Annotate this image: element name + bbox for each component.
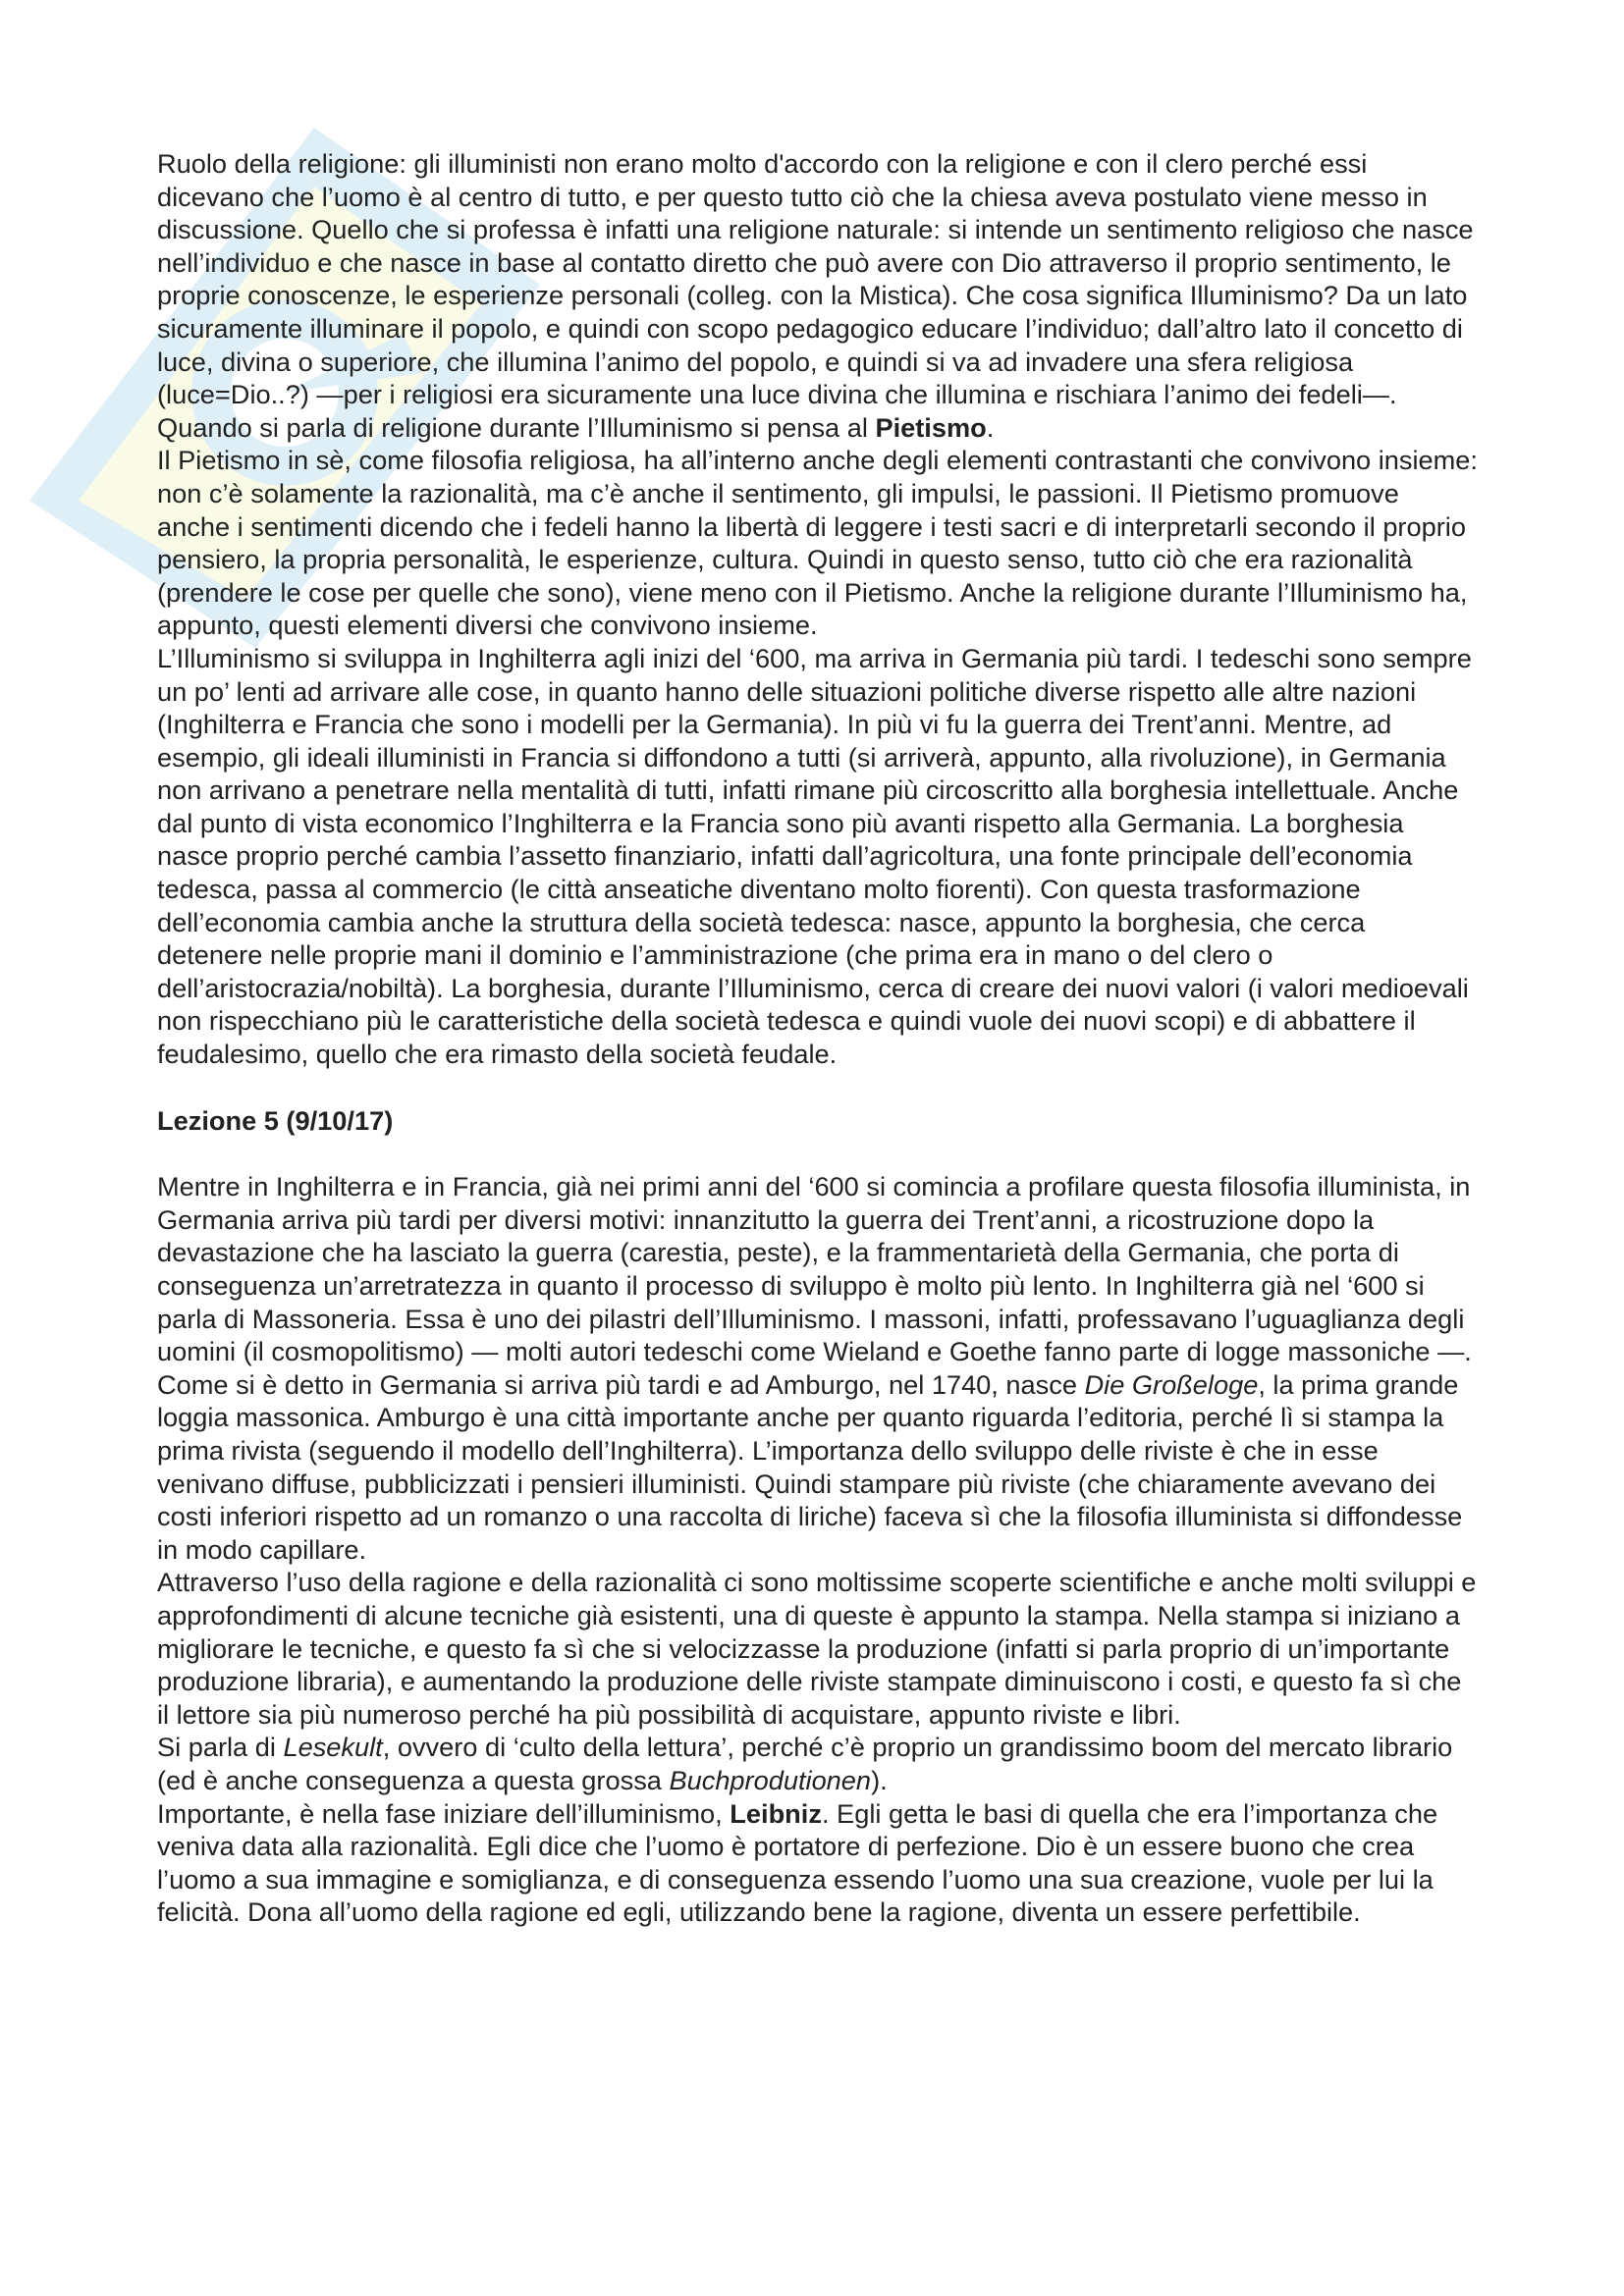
paragraph-text: , ovvero di ‘culto della lettura’, perché c’è proprio un grandissimo boom del mercato librario (ed è anche conseguenza a questa grossa: [157, 1732, 1453, 1795]
paragraph-leibniz: [157, 1797, 1478, 1929]
paragraph-inghilterra-francia: Mentre in Inghilterra e in Francia, già nei primi anni del ‘600 si comincia a profilare questa filosofia illuminista, in Germania arriva più tardi per diversi motivi: innanzitutto la guerra dei Trent’anni, a ricostruzione dopo la devastazione che ha lasciato la guerra (carestia, peste), e la frammentarietà della Germania, che porta di conseguenza un’arretratezza in quanto il processo di sviluppo è molto più lento. In Inghilterra già nel ‘600 si parla di Massoneria. Essa è uno dei pilastri dell’Illuminismo. I massoni, infatti, professavano l’uguaglianza degli uomini (il cosmopolitismo) — molti autori tedeschi come Wieland e Goethe fanno parte di logge massoniche —.: [157, 1171, 1472, 1367]
paragraph-pietismo: Il Pietismo in sè, come filosofia religiosa, ha all’interno anche degli elementi contrastanti che convivono insieme: non c’è solamente la razionalità, ma c’è anche il sentimento, gli impulsi, le passioni. Il Pietismo promuove anche i sentimenti dicendo che i fedeli hanno la libertà di leggere i testi sacri e di interpretarli secondo il proprio pensiero, la propria personalità, le esperienze, cultura. Quindi in questo senso, tutto ciò che era razionalità (prendere le cose per quelle che sono), viene meno con il Pietismo. Anche la religione durante l’Illuminismo ha, appunto, questi elementi diversi che convivono insieme.: [157, 445, 1478, 641]
paragraph-stampa: Attraverso l’uso della ragione e della razionalità ci sono moltissime scoperte scientifiche e anche molti sviluppi e approfondimenti di alcune tecniche già esistenti, una di queste è appunto la stampa. Nella stampa si iniziano a migliorare le tecniche, e questo fa sì che si velocizzasse la produzione (infatti si parla proprio di un’importante produzione libraria), e aumentando la produzione delle riviste stampate diminuiscono i costi, e questo fa sì che il lettore sia più numeroso perché ha più possibilità di acquistare, appunto riviste e libri.: [157, 1567, 1477, 1730]
paragraph-text: ).: [871, 1764, 888, 1795]
paragraph-text: , la prima grande loggia massonica. Amburgo è una città importante anche per quanto riguarda l’editoria, perché lì si stampa la prima rivista (seguendo il modello dell’Inghilterra). L’importanza dello sviluppo delle riviste è che in esse venivano diffuse, pubblicizzati i pensieri illuministi. Quindi stampare più riviste (che chiaramente avevano dei costi inferiori rispetto ad un romanzo o una raccolta di liriche) faceva sì che la filosofia illuminista si diffondesse in modo capillare.: [157, 1368, 1463, 1565]
paragraph-text: Come si è detto in Germania si arriva più tardi e ad Amburgo, nel 1740, nasce: [157, 1368, 1085, 1400]
paragraph-text: Ruolo della religione: gli illuministi non erano molto d'accordo con la religione e con il clero perché essi dicevano che l’uomo è al centro di tutto, e per questo tutto ciò che la chiesa aveva postulato viene messo in discussione. Quello che si professa è infatti una religione naturale: si intende un sentimento religioso che nasce nell’individuo e che nasce in base al contatto diretto che può avere con Dio attraverso il proprio sentimento, le proprie conoscenze, le esperienze personali (colleg. con la Mistica). Che cosa significa Illuminismo? Da un lato sicuramente illuminare il popolo, e quindi con scopo pedagogico educare l’individuo; dall’altro lato il concetto di luce, divina o superiore, che illumina l’animo del popolo, e quindi si va ad invadere una sfera religiosa (luce=Dio..?) —per i religiosi era sicuramente una luce divina che illumina e rischiara l’animo dei fedeli—. Quando si parla di religione durante l’Illuminismo si pensa al: [157, 148, 1474, 443]
paragraph-text: Importante, è nella fase iniziare dell’illuminismo,: [157, 1797, 731, 1829]
lesson-heading: Lezione 5 (9/10/17): [157, 1104, 394, 1136]
italic-term-buchprodutionen: Buchprodutionen: [669, 1764, 872, 1795]
bold-term-pietismo: Pietismo: [875, 411, 987, 443]
italic-term-lesekult: Lesekult: [283, 1732, 383, 1763]
bold-term-leibniz: Leibniz: [730, 1797, 822, 1829]
paragraph-amburgo: [157, 1368, 1478, 1567]
paragraph-religione: [157, 147, 1478, 444]
italic-term-grosseloge: Die Großeloge: [1084, 1368, 1259, 1400]
paragraph-lesekult: [157, 1731, 1478, 1796]
paragraph-illuminismo-germania: L’Illuminismo si sviluppa in Inghilterra agli inizi del ‘600, ma arriva in Germania più tardi. I tedeschi sono sempre un po’ lenti ad arrivare alle cose, in quanto hanno delle situazioni politiche diverse rispetto alle altre nazioni (Inghilterra e Francia che sono i modelli per la Germania). In più vi fu la guerra dei Trent’anni. Mentre, ad esempio, gli ideali illuministi in Francia si diffondono a tutti (si arriverà, appunto, alla rivoluzione), in Germania non arrivano a penetrare nella mentalità di tutti, infatti rimane più circoscritto alla borghesia intellettuale. Anche dal punto di vista economico l’Inghilterra e la Francia sono più avanti rispetto alla Germania. La borghesia nasce proprio perché cambia l’assetto finanziario, infatti dall’agricoltura, una fonte principale dell’economia tedesca, passa al commercio (le città anseatiche diventano molto fiorenti). Con questa trasformazione dell’economia cambia anche la struttura della società tedesca: nasce, appunto la borghesia, che cerca detenere nelle proprie mani il dominio e l’amministrazione (che prima era in mano o del clero o dell’aristocrazia/nobiltà). La borghesia, durante l’Illuminismo, cerca di creare dei nuovi valori (i valori medioevali non rispecchiano più le caratteristiche della società tedesca e quindi vuole dei nuovi scopi) e di abbattere il feudalesimo, quello che era rimasto della società feudale.: [157, 642, 1472, 1070]
paragraph-text: Si parla di: [157, 1732, 284, 1763]
paragraph-text: .: [986, 411, 995, 443]
paragraph-text: . Egli getta le basi di quella che era l’importanza che veniva data alla razionalità. Egli dice che l’uomo è portatore di perfezione. Dio è un essere buono che crea l’uomo a sua immagine e somiglianza, e di conseguenza essendo l’uomo una sua creazione, vuole per lui la felicità. Dona all’uomo della ragione ed egli, utilizzando bene la ragione, diventa un essere perfettibile.: [157, 1797, 1438, 1928]
document-page: [157, 147, 1478, 1929]
